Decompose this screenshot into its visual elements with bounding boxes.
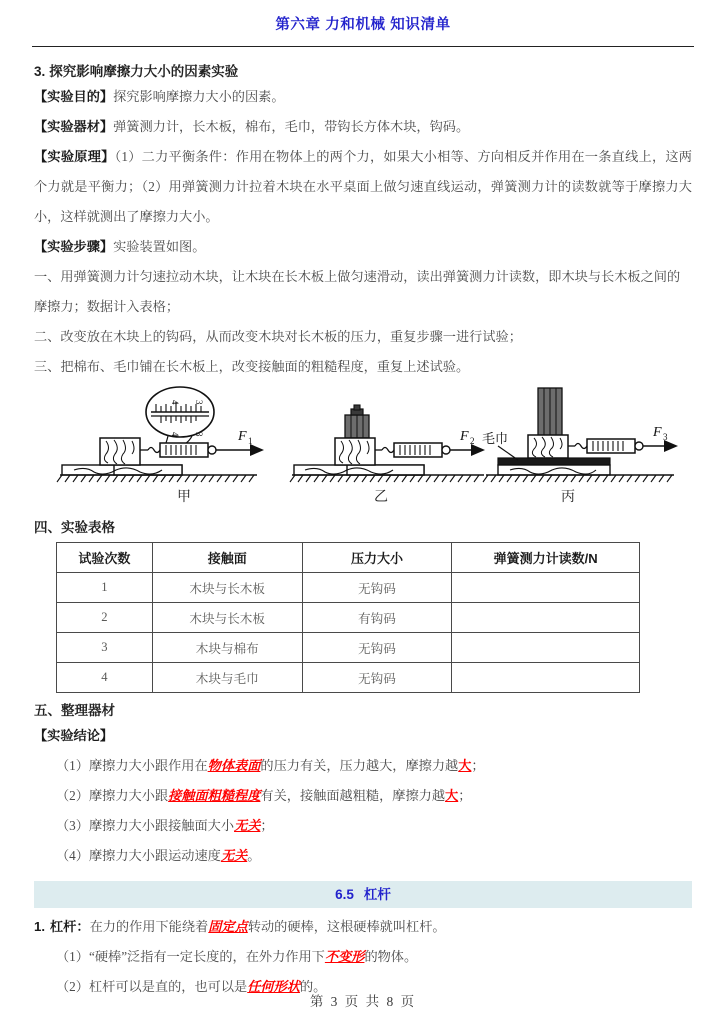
table-section-heading: 四、实验表格 (34, 520, 115, 535)
svg-text:F: F (238, 429, 247, 444)
conclusion-label-line (34, 721, 692, 751)
conclusion-1-key1: 物体表面 (207, 758, 261, 773)
conclusion-2-key2: 大 (445, 788, 459, 803)
svg-text:1: 1 (248, 436, 253, 446)
lever-sub1-prefix: （1）“硬棒”泛指有一定长度的，在外力作用下 (56, 949, 325, 964)
cell-trial-index: 2 (57, 603, 153, 633)
lever-item-number: 1. (34, 919, 45, 934)
column-header-pressure: 压力大小 (302, 543, 452, 573)
experiment-steps-line (34, 232, 692, 262)
conclusion-3-key1: 无关 (234, 818, 261, 833)
conclusion-1-middle: 的压力有关，压力越大，摩擦力越 (260, 758, 459, 773)
column-header-trial: 试验次数 (57, 543, 153, 573)
experiment-step-1: 一、用弹簧测力计匀速拉动木块，让木块在长木板上做匀速滑动，读出弹簧测力计读数，即木块与长木板之间的摩擦力；数据计入表格； (34, 269, 681, 314)
towel-label: 毛巾 (482, 431, 509, 446)
experiment-principle-line (34, 142, 692, 232)
figure-yi-svg (289, 386, 494, 491)
lever-sub1-suffix: 的物体。 (364, 949, 418, 964)
purpose-label: 【实验目的】 (34, 89, 114, 104)
materials-text: 弹簧测力计，长木板，棉布，毛巾，带钩长方体木块，钩码。 (113, 119, 470, 134)
cell-reading (452, 663, 640, 693)
table-header-row (57, 543, 640, 573)
cell-trial-index: 1 (57, 573, 153, 603)
experiment-data-table (56, 542, 640, 693)
page-title: 第六章 力和机械 知识清单 (275, 17, 451, 33)
conclusion-2-key1: 接触面粗糙程度 (168, 788, 261, 803)
steps-label: 【实验步骤】 (34, 239, 114, 254)
experiment-figure-row (34, 386, 692, 514)
svg-text:4: 4 (170, 432, 180, 437)
conclusion-3-prefix: （3）摩擦力大小跟接触面大小 (56, 818, 235, 833)
steps-text: 实验装置如图。 (113, 239, 206, 254)
conclusion-item-2 (34, 781, 692, 811)
svg-text:3: 3 (194, 432, 204, 437)
cell-surface: 木块与毛巾 (152, 663, 302, 693)
lever-definition-line (34, 912, 692, 942)
cell-surface: 木块与长木板 (152, 603, 302, 633)
experiment-step-2: 二、改变放在木块上的钩码，从而改变木块对长木板的压力，重复步骤一进行试验； (34, 329, 522, 344)
lever-term: 杠杆： (50, 919, 90, 934)
purpose-text: 探究影响摩擦力大小的因素。 (113, 89, 285, 104)
tidy-section-heading: 五、整理器材 (34, 703, 115, 718)
svg-text:4: 4 (170, 400, 180, 405)
lever-sub2-prefix: （2）杠杆可以是直的，也可以是 (56, 979, 248, 994)
conclusion-4-suffix: 。 (247, 848, 261, 863)
svg-text:3: 3 (194, 400, 204, 405)
experiment-heading (34, 60, 692, 80)
figure-yi (289, 386, 494, 496)
svg-text:F: F (460, 429, 469, 444)
lever-sub2-key: 任何形状 (247, 979, 300, 994)
cell-reading (452, 603, 640, 633)
cell-pressure: 无钩码 (302, 573, 452, 603)
cell-pressure: 无钩码 (302, 633, 452, 663)
svg-text:3: 3 (663, 432, 668, 442)
conclusion-item-4 (34, 841, 692, 871)
conclusion-2-prefix: （2）摩擦力大小跟 (56, 788, 169, 803)
section-banner-number: 6.5 (335, 887, 354, 902)
table-row (57, 633, 640, 663)
cell-pressure: 有钩码 (302, 603, 452, 633)
cell-reading (452, 633, 640, 663)
principle-label: 【实验原理】 (34, 149, 115, 164)
lever-prefix: 在力的作用下能绕着 (89, 919, 209, 934)
conclusion-item-1 (34, 751, 692, 781)
table-row (57, 603, 640, 633)
lever-sub2-suffix: 的。 (299, 979, 327, 994)
figure-bing-svg (474, 386, 689, 491)
cell-trial-index: 3 (57, 633, 153, 663)
cell-surface: 木块与长木板 (152, 573, 302, 603)
experiment-table-wrap (56, 542, 692, 693)
section-banner-title: 杠杆 (363, 887, 391, 902)
section-banner-65 (34, 881, 692, 908)
figure-caption-bing: 丙 (561, 490, 575, 505)
lever-sub-item-1 (34, 942, 692, 972)
cell-pressure: 无钩码 (302, 663, 452, 693)
conclusion-item-3 (34, 811, 692, 841)
lever-suffix: 转动的硬棒，这根硬棒就叫杠杆。 (247, 919, 446, 934)
conclusion-4-prefix: （4）摩擦力大小跟运动速度 (56, 848, 221, 863)
header-divider (32, 46, 694, 47)
table-row (57, 663, 640, 693)
principle-text: （1）二力平衡条件：作用在物体上的两个力，如果大小相等、方向相反并作用在一条直线上，这两个力就是平衡力；（2）用弹簧测力计拉着木块在水平桌面上做匀速直线运动，弹簧测力计的读数就等于摩擦力大小，这样就测出了摩擦力大小。 (34, 149, 692, 224)
figure-caption-yi: 乙 (374, 490, 388, 505)
conclusion-2-suffix: ； (458, 788, 472, 803)
document-header (0, 0, 726, 40)
experiment-heading-text: 探究影响摩擦力大小的因素实验 (49, 64, 239, 79)
page-footer: 第 3 页 共 8 页 (309, 994, 417, 1009)
conclusion-1-suffix: ； (471, 758, 485, 773)
lever-sub1-key: 不变形 (324, 949, 365, 964)
svg-text:2: 2 (470, 436, 475, 446)
cell-trial-index: 4 (57, 663, 153, 693)
conclusion-1-key2: 大 (458, 758, 472, 773)
experiment-number: 3. (34, 64, 46, 79)
conclusion-3-suffix: ； (260, 818, 274, 833)
materials-label: 【实验器材】 (34, 119, 114, 134)
experiment-step-3: 三、把棉布、毛巾铺在长木板上，改变接触面的粗糙程度，重复上述试验。 (34, 359, 470, 374)
table-row (57, 573, 640, 603)
experiment-materials-line (34, 112, 692, 142)
figure-caption-jia: 甲 (177, 490, 191, 505)
column-header-surface: 接触面 (152, 543, 302, 573)
page-content (0, 60, 726, 1002)
column-header-reading: 弹簧测力计读数/N (452, 543, 640, 573)
conclusion-4-key1: 无关 (220, 848, 248, 863)
figure-jia-svg (52, 386, 282, 491)
figure-jia (52, 386, 282, 496)
conclusion-label: 【实验结论】 (34, 728, 114, 743)
conclusion-2-middle: 有关，接触面越粗糙，摩擦力越 (260, 788, 446, 803)
svg-text:F: F (653, 425, 662, 440)
experiment-purpose-line (34, 82, 692, 112)
figure-bing (474, 386, 689, 496)
cell-reading (452, 573, 640, 603)
cell-surface: 木块与棉布 (152, 633, 302, 663)
conclusion-1-prefix: （1）摩擦力大小跟作用在 (56, 758, 208, 773)
lever-key: 固定点 (208, 919, 248, 934)
